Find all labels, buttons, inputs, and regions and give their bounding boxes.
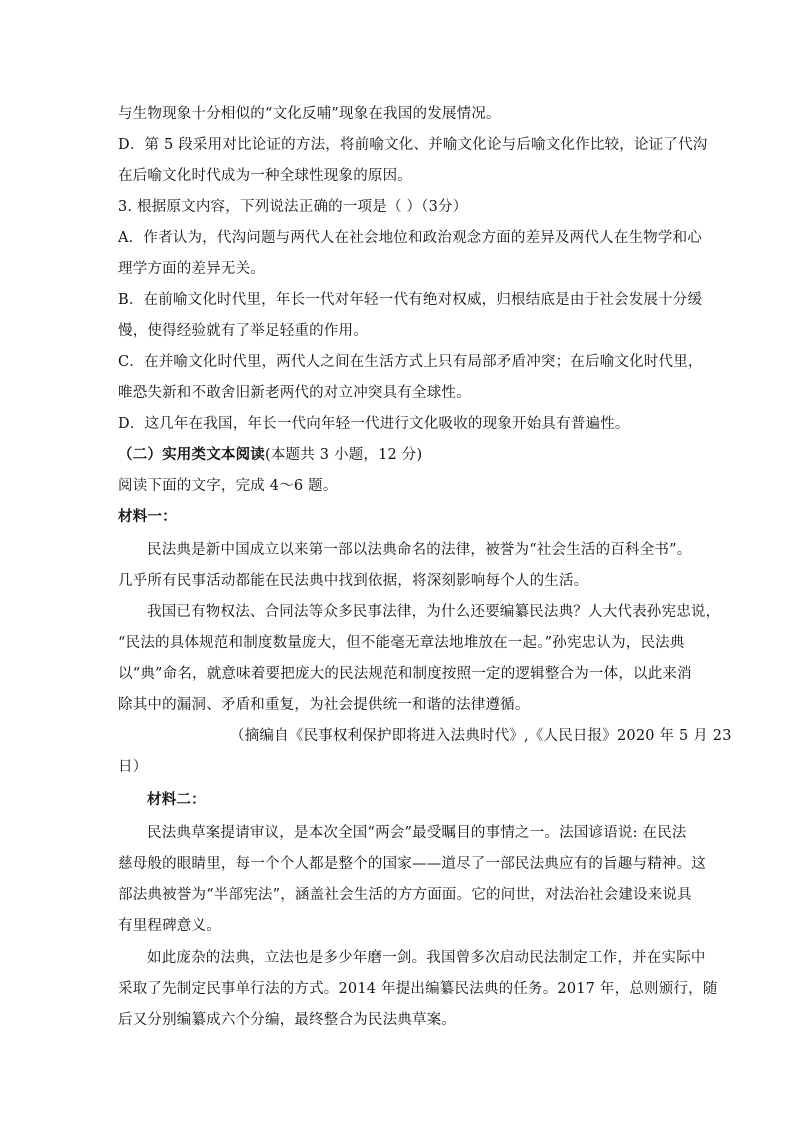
paragraph-line: 采取了先制定民事单行法的方式。2014 年提出编纂民法典的任务。2017 年，总则颁行，随 <box>118 981 718 997</box>
paragraph-line: 几乎所有民事活动都能在民法典中找到依据，将深刻影响每个人的生活。 <box>118 573 589 589</box>
option-b-line: B．在前喻文化时代里，年长一代对年轻一代有绝对权威，归根结底是由于社会发展十分缓 <box>118 292 703 308</box>
paragraph-line: 慈母般的眼睛里，每一个个人都是整个的国家——道尽了一部民法典应有的旨趣与精神。这 <box>118 856 706 872</box>
section-title: （二）实用类文本阅读 <box>118 446 265 463</box>
text-line: 理学方面的差异无关。 <box>118 261 265 277</box>
paragraph-line: 部法典被誉为“半部宪法”，涵盖社会生活的方方面面。它的问世，对法治社会建设来说具 <box>118 887 692 903</box>
text-line: 慢，使得经验就有了举足轻重的作用。 <box>118 323 368 339</box>
paragraph-line: 我国已有物权法、合同法等众多民事法律，为什么还要编纂民法典？人大代表孙宪忠说， <box>147 604 721 620</box>
paragraph-line: 后又分别编纂成六个分编，最终整合为民法典草案。 <box>118 1012 457 1028</box>
paragraph-line: 如此庞杂的法典，立法也是多少年磨一剑。我国曾多次启动民法制定工作，并在实际中 <box>147 950 706 966</box>
paragraph-line: 民法典草案提请审议，是本次全国“两会”最受瞩目的事情之一。法国谚语说: 在民法 <box>147 825 687 841</box>
material-1-heading: 材料一： <box>118 508 177 525</box>
option-c-line: C．在并喻文化时代里，两代人之间在生活方式上只有局部矛盾冲突；在后喻文化时代里， <box>118 354 703 370</box>
text-line: 与生物现象十分相似的“文化反哺”现象在我国的发展情况。 <box>118 106 501 122</box>
material-2-heading: 材料二： <box>147 791 206 808</box>
question-3: 3. 根据原文内容，下列说法正确的一项是（ ）（3分） <box>118 199 468 215</box>
section-heading <box>118 445 678 465</box>
paragraph-line: 有里程碑意义。 <box>118 918 221 934</box>
paragraph-line: “民法的具体规范和制度数量庞大，但不能毫无章法地堆放在一起。”孙宪忠认为，民法典 <box>118 635 685 651</box>
source-citation-end: 日） <box>118 759 148 775</box>
paragraph-line: 除其中的漏洞、矛盾和重复，为社会提供统一和谐的法律遵循。 <box>118 697 530 713</box>
source-citation: （摘编自《民事权利保护即将进入法典时代》,《人民日报》2020 年 5 月 23 <box>230 728 732 744</box>
section-note: (本题共 3 小题，12 分) <box>265 447 423 463</box>
text-line: 在后喻文化时代成为一种全球性现象的原因。 <box>118 168 412 184</box>
option-d-line: D．这几年在我国，年长一代向年轻一代进行文化吸收的现象开始具有普遍性。 <box>118 416 630 432</box>
text-line: 唯恐失新和不敢舍旧新老两代的对立冲突具有全球性。 <box>118 385 471 401</box>
option-d-line: D．第 5 段采用对比论证的方法，将前喻文化、并喻文化论与后喻文化作比较，论证了代沟 <box>118 137 708 153</box>
paragraph-line: 以“典”命名，就意味着要把庞大的民法规范和制度按照一定的逻辑整合为一体，以此来消 <box>118 666 692 682</box>
paragraph-line: 民法典是新中国成立以来第一部以法典命名的法律，被誉为“社会生活的百科全书”。 <box>147 542 692 558</box>
instruction: 阅读下面的文字，完成 4～6 题。 <box>118 478 338 494</box>
option-a-line: A．作者认为，代沟问题与两代人在社会地位和政治观念方面的差异及两代人在生物学和心 <box>118 230 702 246</box>
